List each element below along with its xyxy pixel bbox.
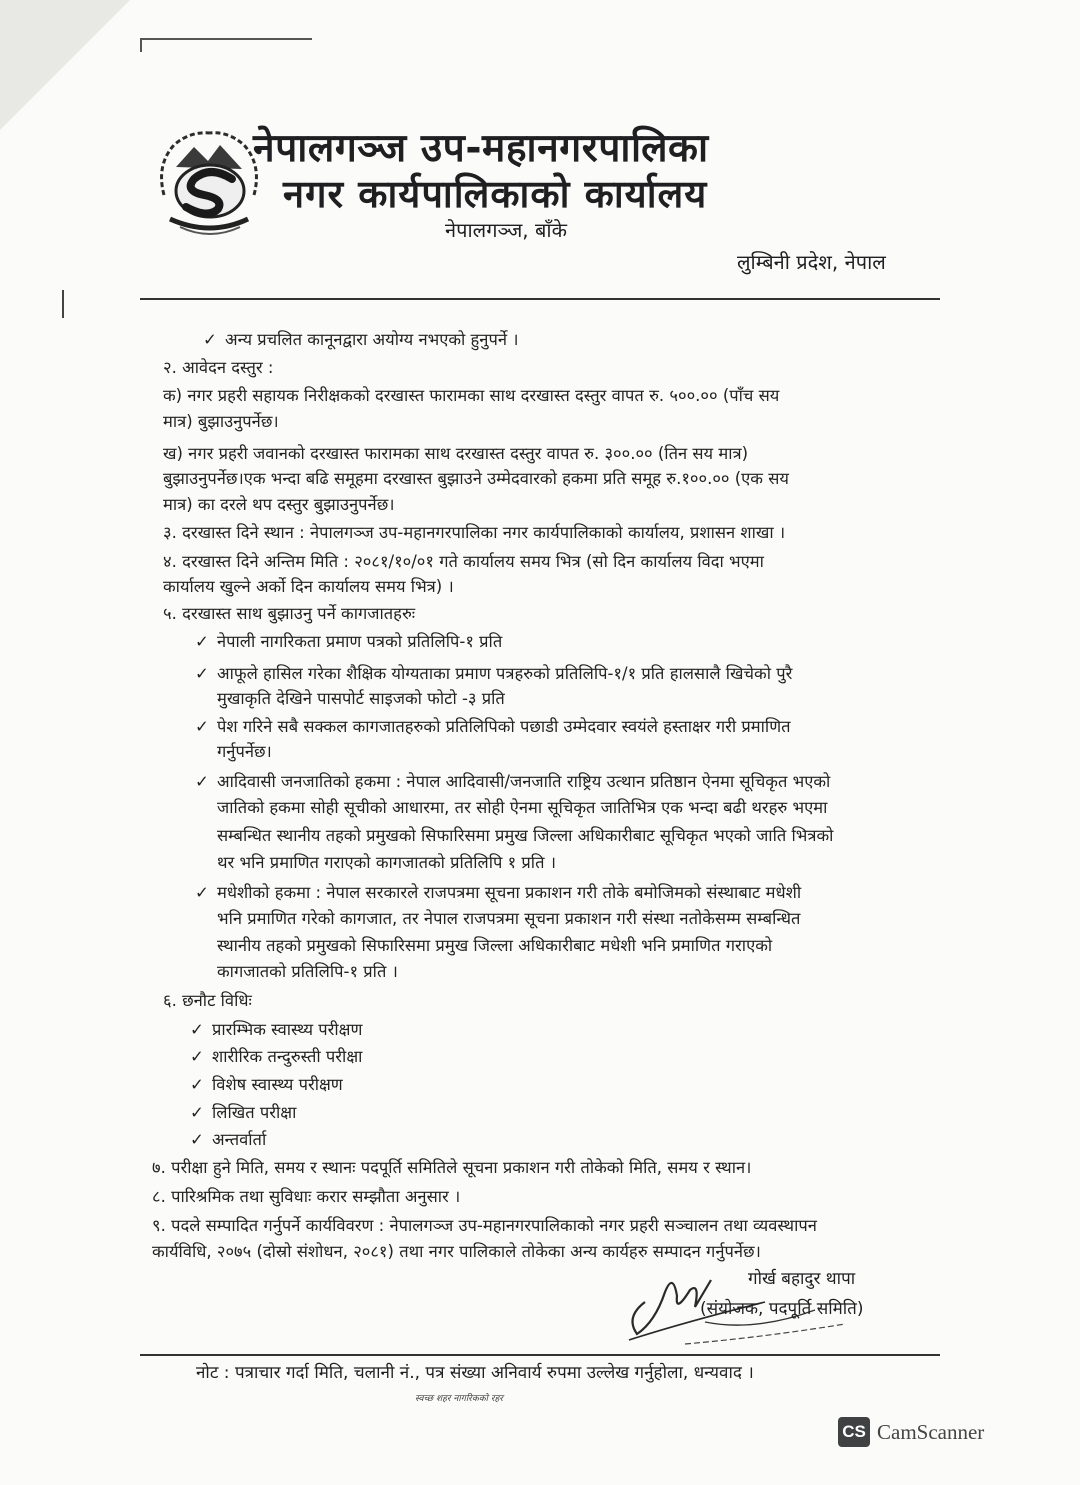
- body-line: ✓ प्रारम्भिक स्वास्थ्य परीक्षण: [190, 1020, 363, 1039]
- body-line: स्थानीय तहको प्रमुखको सिफारिसमा प्रमुख जिल्ला अधिकारीबाट मधेशी भनि प्रमाणित गराएको: [217, 936, 773, 955]
- check-icon: ✓: [190, 1047, 204, 1066]
- crop-mark: [140, 38, 312, 52]
- body-line: ४. दरखास्त दिने अन्तिम मिति : २०८१/१०/०१ गते कार्यालय समय भित्र (सो दिन कार्यालय विदा भएमा: [163, 552, 764, 571]
- office-name: नेपालगञ्ज उप-महानगरपालिका: [253, 126, 709, 171]
- body-line: क) नगर प्रहरी सहायक निरीक्षकको दरखास्त फारामका साथ दरखास्त दस्तुर वापत रु. ५००.०० (पाँच सय: [163, 386, 780, 405]
- body-line: मुखाकृति देखिने पासपोर्ट साइजको फोटो -३ प्रति: [217, 689, 505, 708]
- signer-name: गोर्ख बहादुर थापा: [748, 1269, 856, 1289]
- body-line: ✓ शारीरिक तन्दुरुस्ती परीक्षा: [190, 1047, 363, 1066]
- body-line: ✓ मधेशीको हकमा : नेपाल सरकारले राजपत्रमा सूचना प्रकाशन गरी तोके बमोजिमको संस्थाबाट मधेशी: [195, 883, 802, 902]
- body-line: ९. पदले सम्पादित गर्नुपर्ने कार्यविवरण : नेपालगञ्ज उप-महानगरपालिकाको नगर प्रहरी सञ्चालन तथा व्यवस्थापन: [152, 1216, 817, 1235]
- body-line: कार्यालय खुल्ने अर्को दिन कार्यालय समय भित्र) ।: [163, 577, 454, 596]
- municipality-emblem-icon: [150, 125, 268, 243]
- body-line: ✓ आफूले हासिल गरेका शैक्षिक योग्यताका प्रमाण पत्रहरुको प्रतिलिपि-१/१ प्रति हालसालै खिचेको पुरै: [195, 664, 793, 683]
- body-line: मात्र) बुझाउनुपर्नेछ।: [163, 412, 279, 431]
- body-line: ✓ लिखित परीक्षा: [190, 1103, 297, 1122]
- check-icon: ✓: [190, 1103, 204, 1122]
- office-location: [445, 216, 567, 243]
- check-icon: ✓: [195, 772, 209, 791]
- footer-note: नोट : पत्राचार गर्दा मिति, चलानी नं., पत्र संख्या अनिवार्य रुपमा उल्लेख गर्नुहोला, धन्यवाद ।: [196, 1363, 754, 1383]
- body-line: भनि प्रमाणित गरेको कागजात, तर नेपाल राजपत्रमा सूचना प्रकाशन गरी संस्था नतोकेसम्म सम्बन्धित: [217, 909, 801, 928]
- check-icon: ✓: [195, 883, 209, 902]
- body-line: बुझाउनुपर्नेछ।एक भन्दा बढि समूहमा दरखास्त बुझाउने उम्मेदवारको हकमा प्रति समूह रु.१००.०० (एक सय: [163, 469, 789, 488]
- body-line: ६. छनौट विधिः: [163, 991, 252, 1010]
- body-line: २. आवेदन दस्तुर :: [163, 358, 274, 377]
- camscanner-label: CamScanner: [877, 1419, 985, 1444]
- body-line: ✓ नेपाली नागरिकता प्रमाण पत्रको प्रतिलिपि-१ प्रति: [195, 632, 503, 651]
- footer-divider: [140, 1354, 940, 1356]
- check-icon: ✓: [195, 717, 209, 736]
- check-icon: ✓: [195, 664, 209, 683]
- camscanner-watermark: [838, 1417, 984, 1447]
- body-line: जातिको हकमा सोही सूचीको आधारमा, तर सोही ऐनमा सूचिकृत जातिभित्र एक भन्दा बढी थरहरु भएमा: [217, 798, 828, 817]
- body-line: ख) नगर प्रहरी जवानको दरखास्त फारामका साथ दरखास्त दस्तुर वापत रु. ३००.०० (तिन सय मात्र): [163, 444, 749, 463]
- body-line: ५. दरखास्त साथ बुझाउनु पर्ने कागजातहरुः: [163, 604, 416, 623]
- body-line: कार्यविधि, २०७५ (दोस्रो संशोधन, २०८१) तथा नगर पालिकाले तोकेका अन्य कार्यहरु सम्पादन गर्नुपर्नेछ।: [152, 1242, 761, 1261]
- check-icon: ✓: [190, 1075, 204, 1094]
- body-line: ✓ विशेष स्वास्थ्य परीक्षण: [190, 1075, 343, 1094]
- body-line: कागजातको प्रतिलिपि-१ प्रति ।: [217, 962, 398, 981]
- check-icon: ✓: [203, 330, 217, 349]
- header-divider: [140, 298, 940, 300]
- office-subtitle: नगर कार्यपालिकाको कार्यालय: [283, 172, 708, 216]
- footer-slogan: स्वच्छ शहर नागरिकको रहर: [415, 1394, 503, 1404]
- province-name: लुम्बिनी प्रदेश, नेपाल: [737, 250, 886, 274]
- body-line: ✓ अन्तर्वार्ता: [190, 1130, 267, 1149]
- check-icon: ✓: [190, 1130, 204, 1149]
- body-line: मात्र) का दरले थप दस्तुर बुझाउनुपर्नेछ।: [163, 495, 395, 514]
- body-line: ७. परीक्षा हुने मिति, समय र स्थानः पदपूर्ति समितिले सूचना प्रकाशन गरी तोकेको मिति, समय र स्थान।: [152, 1158, 752, 1177]
- margin-mark: [62, 290, 64, 318]
- body-line: गर्नुपर्नेछ।: [217, 742, 272, 761]
- office-location-text: नेपालगञ्ज, बाँके: [445, 218, 567, 242]
- body-line: ३. दरखास्त दिने स्थान : नेपालगञ्ज उप-महानगरपालिका नगर कार्यपालिकाको कार्यालय, प्रशासन शाखा ।: [163, 523, 786, 542]
- body-line: ✓ आदिवासी जनजातिको हकमा : नेपाल आदिवासी/जनजाति राष्ट्रिय उत्थान प्रतिष्ठान ऐनमा सूचिकृत भएको: [195, 772, 831, 791]
- check-icon: ✓: [190, 1020, 204, 1039]
- signer-role: (संयोजक, पदपूर्ति समिति): [700, 1299, 864, 1319]
- body-line: थर भनि प्रमाणित गराएको कागजातको प्रतिलिपि १ प्रति ।: [217, 853, 556, 872]
- check-icon: ✓: [195, 632, 209, 651]
- body-line: ✓ अन्य प्रचलित कानूनद्वारा अयोग्य नभएको हुनुपर्ने ।: [203, 330, 519, 349]
- body-line: ✓ पेश गरिने सबै सक्कल कागजातहरुको प्रतिलिपिको पछाडी उम्मेदवार स्वयंले हस्ताक्षर गरी प्रमाणित: [195, 717, 791, 736]
- body-line: ८. पारिश्रमिक तथा सुविधाः करार सम्झौता अनुसार ।: [152, 1187, 461, 1206]
- page-fold-corner: [0, 0, 130, 130]
- camscanner-logo-icon: CS: [838, 1417, 870, 1447]
- body-line: सम्बन्धित स्थानीय तहको प्रमुखको सिफारिसमा प्रमुख जिल्ला अधिकारीबाट सूचिकृत भएको जाति भित्रको: [217, 826, 834, 845]
